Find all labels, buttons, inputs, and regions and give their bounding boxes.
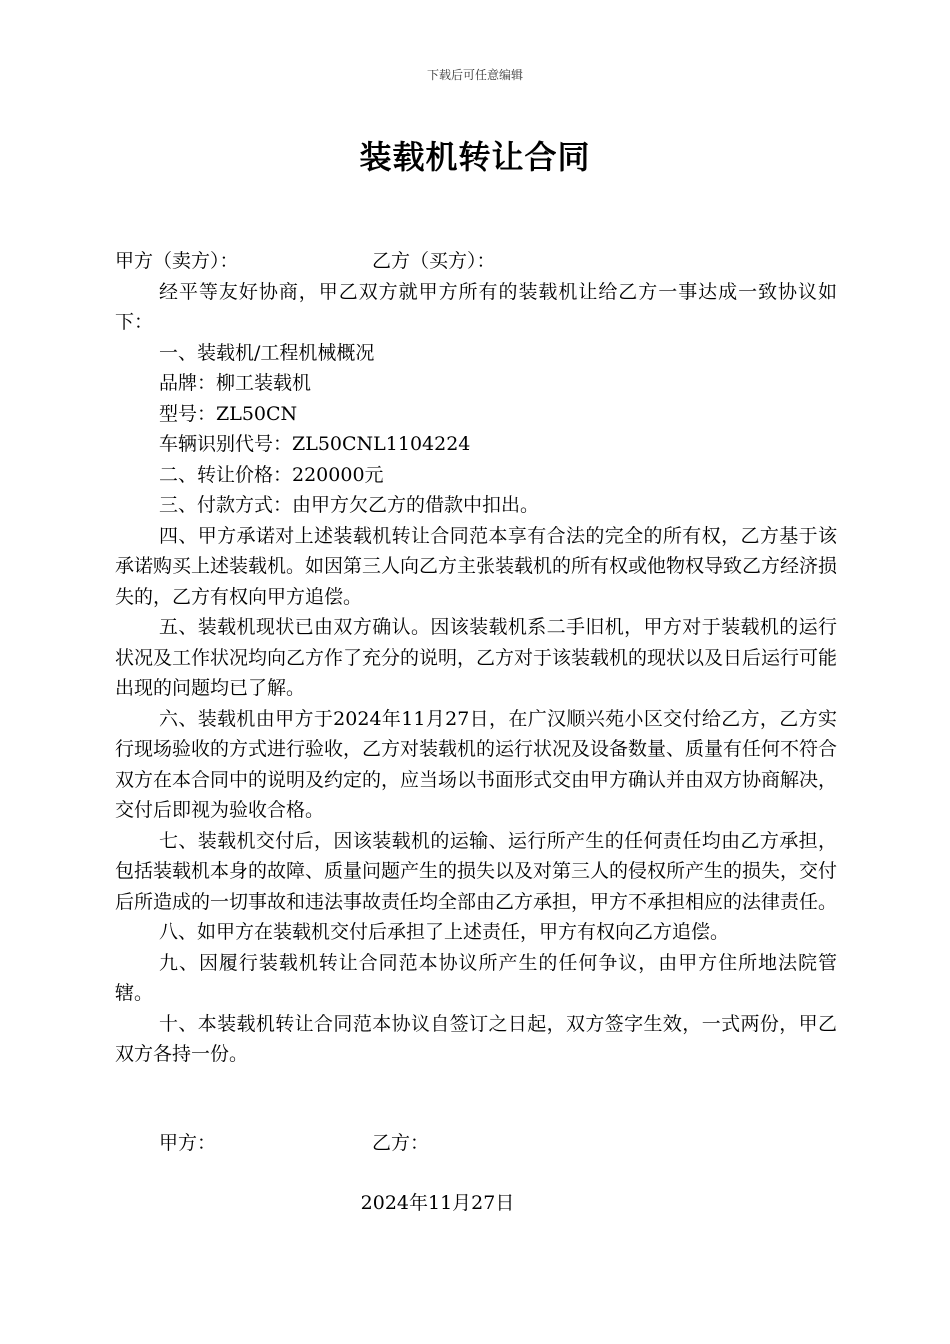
- paragraph-model: 型号：ZL50CN: [159, 402, 298, 425]
- paragraph-section-2: 二、转让价格：220000元: [159, 463, 384, 486]
- signing-date: 2024年11月27日: [360, 1192, 515, 1214]
- paragraph-section-7: 七、装载机交付后，因该装载机的运输、运行所产生的任何责任均由乙方承担，包括装载机本身的故障、质量问题产生的损失以及对第三人的侵权所产生的损失，交付后所造成的一切事故和违法事故责任均全部由乙方承担，甲方不承担相应的法律责任。: [115, 829, 838, 913]
- party-a-label: 甲方（卖方）：: [115, 250, 239, 272]
- paragraph-brand: 品牌：柳工装载机: [159, 372, 312, 394]
- parties-row: [115, 246, 837, 277]
- party-b-label: 乙方（买方）：: [372, 250, 496, 272]
- paragraph-intro: 经平等友好协商，甲乙双方就甲方所有的装载机让给乙方一事达成一致协议如下：: [115, 280, 837, 333]
- contract-body: [115, 246, 837, 1070]
- signature-party-a: 甲方：: [159, 1132, 217, 1154]
- page-header: 下载后可任意编辑: [426, 68, 523, 82]
- paragraph-section-9: 九、因履行装载机转让合同范本协议所产生的任何争议，由甲方住所地法院管辖。: [115, 951, 837, 1004]
- paragraph-section-6: 六、装载机由甲方于2024年11月27日，在广汉顺兴苑小区交付给乙方，乙方实行现场验收的方式进行验收，乙方对装载机的运行状况及设备数量、质量有任何不符合双方在本合同中的说明及约定的，应当场以书面形式交由甲方确认并由双方协商解决，交付后即视为验收合格。: [115, 707, 838, 821]
- signature-party-b: 乙方：: [372, 1132, 430, 1154]
- paragraph-section-5: 五、装载机现状已由双方确认。因该装载机系二手旧机，甲方对于装载机的运行状况及工作状况均向乙方作了充分的说明，乙方对于该装载机的现状以及日后运行可能出现的问题均已了解。: [115, 616, 838, 699]
- signature-row: [159, 1128, 429, 1155]
- paragraph-section-8: 八、如甲方在装载机交付后承担了上述责任，甲方有权向乙方追偿。: [159, 921, 730, 943]
- paragraph-section-10: 十、本装载机转让合同范本协议自签订之日起，双方签字生效，一式两份，甲乙双方各持一份。: [115, 1012, 837, 1065]
- document-title: 装载机转让合同: [359, 138, 591, 176]
- paragraph-section-4: 四、甲方承诺对上述装载机转让合同范本享有合法的完全的所有权，乙方基于该承诺购买上述装载机。如因第三人向乙方主张装载机的所有权或他物权导致乙方经济损失的，乙方有权向甲方追偿。: [115, 524, 838, 608]
- paragraph-section-1: 一、装载机/工程机械概况: [159, 341, 375, 364]
- paragraph-section-3: 三、付款方式：由甲方欠乙方的借款中扣出。: [159, 494, 540, 516]
- paragraph-vin: 车辆识别代号：ZL50CNL1104224: [159, 433, 471, 455]
